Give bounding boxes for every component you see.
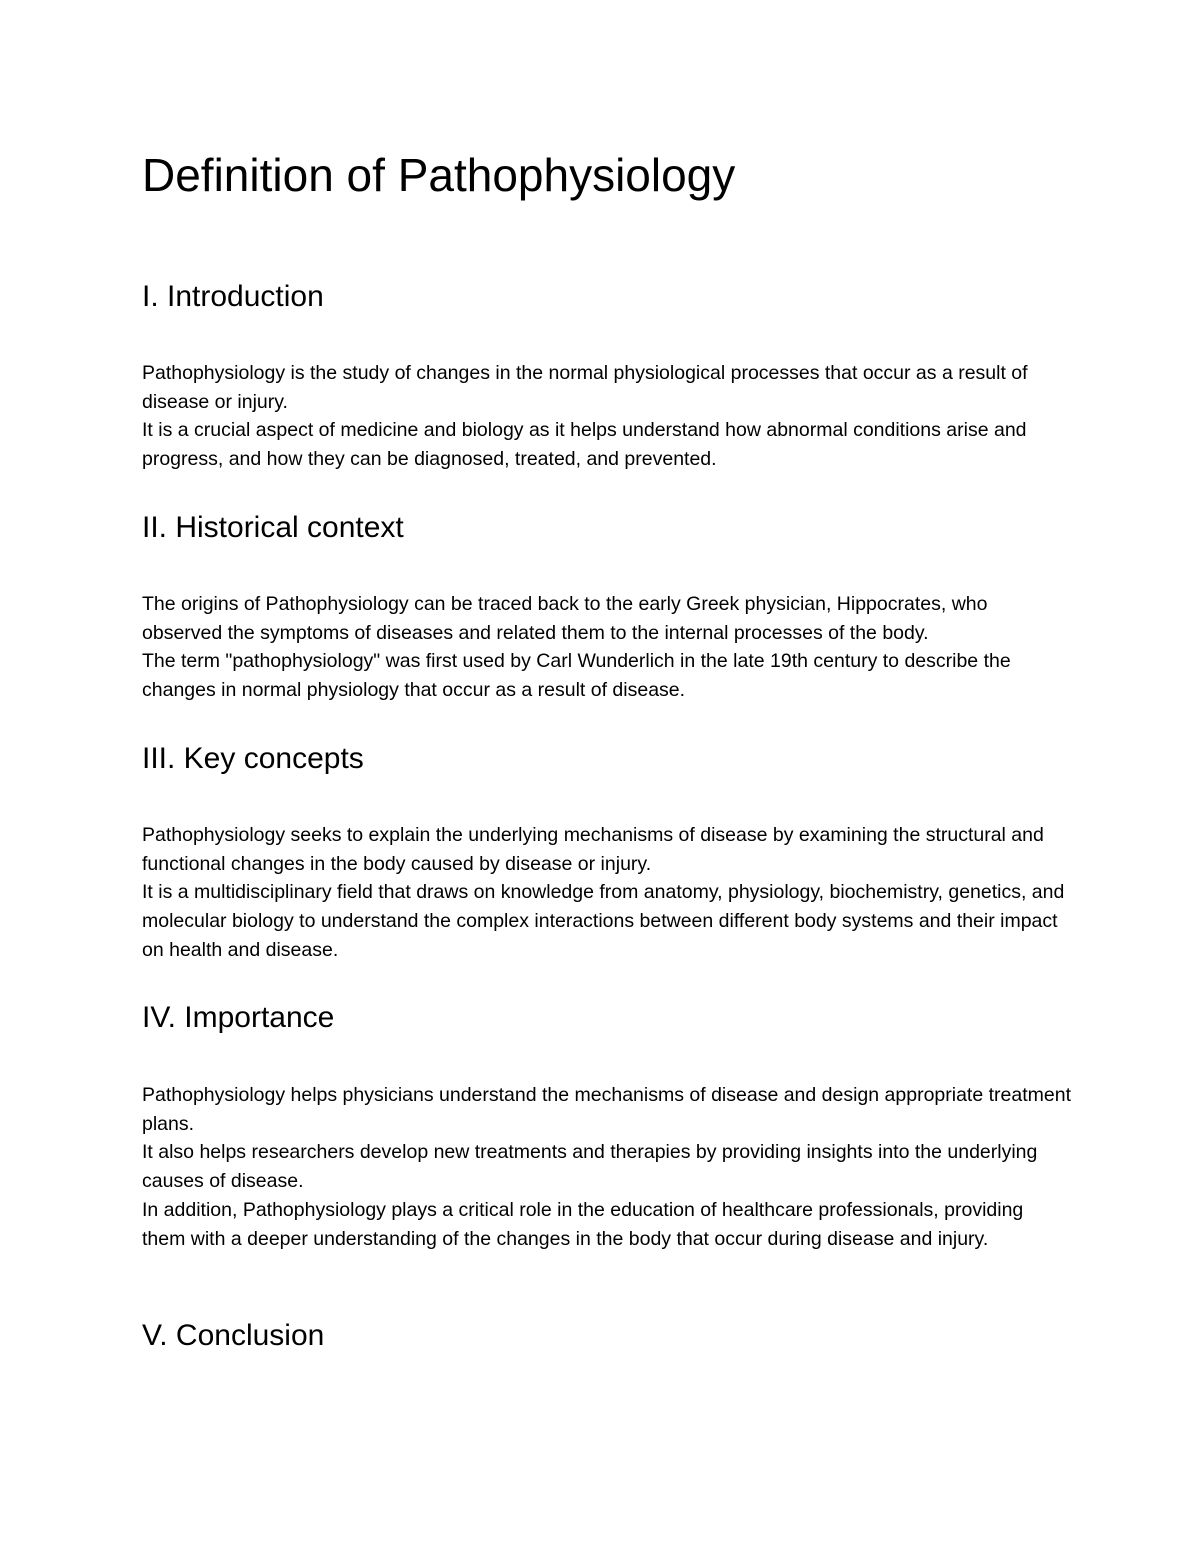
paragraph: The origins of Pathophysiology can be traced back to the early Greek physician, Hippocrates, who observed the symptoms of diseases and related them to the internal processes of the body. (142, 593, 988, 644)
paragraph: Pathophysiology is the study of changes in the normal physiological processes that occur as a result of disease or injury. (142, 362, 1028, 413)
section-body-key-concepts (142, 821, 1072, 965)
paragraph: Pathophysiology helps physicians understand the mechanisms of disease and design appropriate treatment plans. (142, 1084, 1071, 1135)
section-heading-key-concepts: III. Key concepts (142, 742, 364, 775)
section-body-historical-context (142, 590, 1072, 705)
paragraph: In addition, Pathophysiology plays a critical role in the education of healthcare professionals, providing them with a deeper understanding of the changes in the body that occur during disease and injury. (142, 1198, 1024, 1250)
section-heading-importance: IV. Importance (142, 1001, 335, 1034)
section-body-importance (142, 1081, 1072, 1253)
paragraph: It is a crucial aspect of medicine and biology as it helps understand how abnormal conditions arise and progress, and how they can be diagnosed, treated, and prevented. (142, 419, 1027, 471)
document-title: Definition of Pathophysiology (142, 149, 736, 201)
section-heading-introduction: I. Introduction (142, 280, 324, 313)
paragraph: It also helps researchers develop new treatments and therapies by providing insights into the underlying causes of disease. (142, 1141, 1038, 1193)
paragraph: The term "pathophysiology" was first used by Carl Wunderlich in the late 19th century to describe the changes in normal physiology that occur as a result of disease. (142, 650, 1011, 702)
paragraph: It is a multidisciplinary field that draws on knowledge from anatomy, physiology, biochemistry, genetics, and molecular biology to understand the complex interactions between different body systems and their impact on health and disease. (142, 881, 1065, 961)
section-body-introduction (142, 359, 1072, 474)
paragraph: Pathophysiology seeks to explain the underlying mechanisms of disease by examining the structural and functional changes in the body caused by disease or injury. (142, 824, 1044, 875)
section-heading-conclusion: V. Conclusion (142, 1319, 325, 1352)
document-page (142, 0, 1072, 1553)
section-heading-historical-context: II. Historical context (142, 511, 404, 544)
